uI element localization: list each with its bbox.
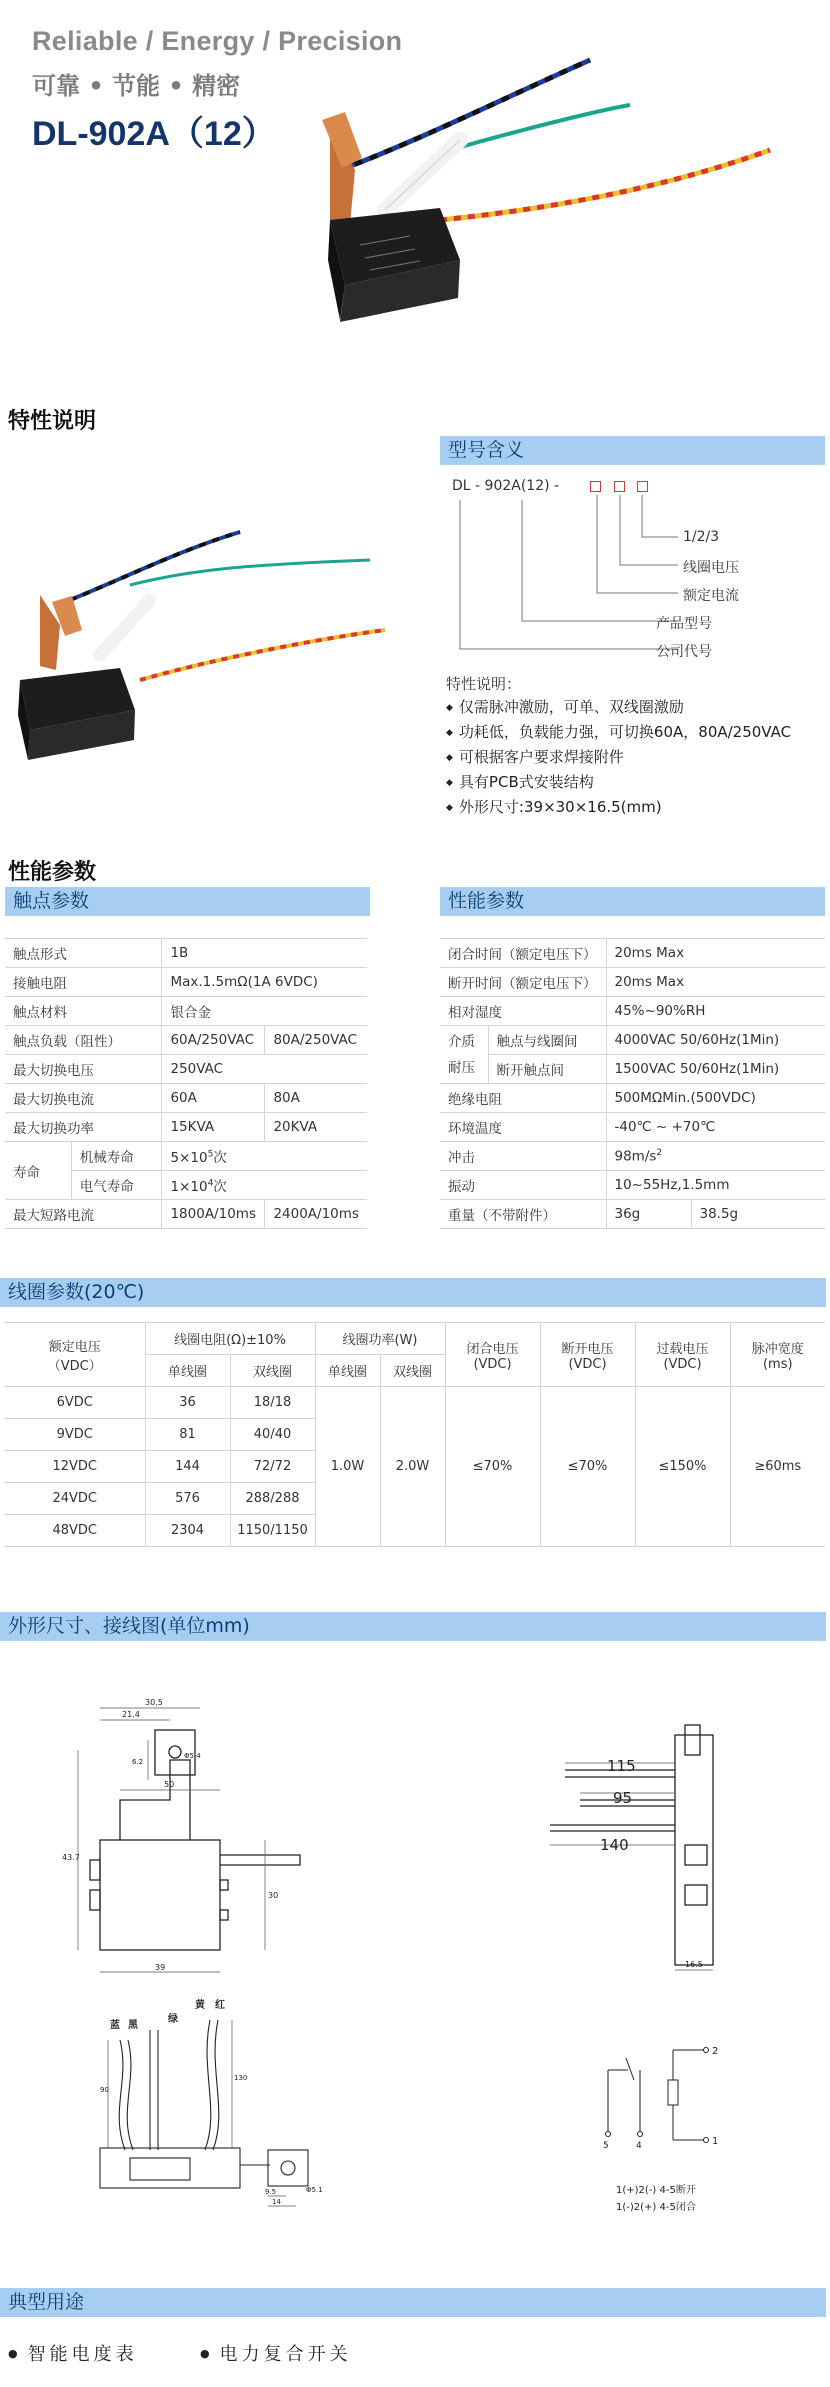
- param-label: 绝缘电阻: [440, 1084, 606, 1113]
- dim-label: 115: [607, 1757, 636, 1775]
- col-header-single-power: 单线圈: [315, 1355, 380, 1387]
- dim-label: 16.5: [685, 1960, 703, 1969]
- contact-params-table: [5, 938, 367, 1229]
- dim-label: 6.2: [132, 1758, 144, 1766]
- cell-single-res: 36: [145, 1387, 230, 1419]
- features-section-title: 特性说明: [8, 409, 97, 434]
- feature-item: ◆ 具有PCB式安装结构: [446, 770, 791, 795]
- dim-label: 140: [600, 1836, 629, 1854]
- param-value: 4000VAC 50/60Hz(1Min): [606, 1026, 825, 1055]
- feature-item: ◆ 可根据客户要求焊接附件: [446, 745, 791, 770]
- terminal-label: 2: [712, 2046, 719, 2057]
- param-value: 1B: [162, 939, 367, 968]
- wire-label-yellow: 黄: [195, 2000, 205, 2011]
- dim-label: 14: [272, 2198, 281, 2206]
- col-header-open-voltage: [540, 1323, 635, 1387]
- param-value: [162, 1142, 367, 1171]
- param-value: 250VAC: [162, 1055, 367, 1084]
- wiring-note: 1(+)2(-) 4-5断开: [616, 2185, 696, 2196]
- dim-label: 95: [613, 1789, 633, 1807]
- param-value: 80A/250VAC: [265, 1026, 367, 1055]
- param-value: -40℃ ~ +70℃: [606, 1113, 825, 1142]
- dim-label: 21.4: [122, 1710, 140, 1719]
- param-value: Max.1.5mΩ(1A 6VDC): [162, 968, 367, 997]
- dielectric-label-2: 耐压: [448, 1059, 475, 1076]
- wire-label-red: 红: [215, 2000, 225, 2011]
- table-row: [440, 1026, 825, 1055]
- col-header-rated-voltage: [5, 1323, 145, 1387]
- header-text: (VDC): [568, 1356, 607, 1372]
- param-value: 1800A/10ms: [162, 1200, 265, 1229]
- model-code-prefix: DL - 902A(12) -: [452, 478, 560, 494]
- header-text: 过载电压: [656, 1341, 709, 1357]
- table-row: [440, 1171, 825, 1200]
- param-value: 10~55Hz,1.5mm: [606, 1171, 825, 1200]
- param-label: 断开时间（额定电压下）: [440, 968, 606, 997]
- shock-value: 98m/s: [614, 1148, 657, 1165]
- mech-unit: 次: [213, 1150, 227, 1166]
- perf-params-bar: 性能参数: [440, 887, 825, 916]
- wiring-schematic: [598, 2040, 758, 2170]
- param-label: 寿命: [5, 1142, 71, 1200]
- wire-label-green: 绿: [168, 2014, 178, 2025]
- table-row: [440, 1113, 825, 1142]
- table-row: [5, 939, 367, 968]
- mech-base: 5×10: [170, 1150, 208, 1166]
- performance-section-title: 性能参数: [8, 860, 97, 885]
- cell-double-res: 40/40: [230, 1419, 315, 1451]
- applications-list: [8, 2340, 138, 2366]
- tagline-english: Reliable / Energy / Precision: [32, 26, 403, 56]
- cell-power-double: 2.0W: [380, 1387, 445, 1547]
- param-label: 最大切换功率: [5, 1113, 162, 1142]
- terminal-label: 5: [603, 2141, 609, 2151]
- application-item: ● 智能电度表: [8, 2344, 138, 2365]
- model-code-leader-lines: [440, 490, 680, 660]
- param-value: 15KVA: [162, 1113, 265, 1142]
- model-title: DL-902A（12）: [32, 115, 276, 153]
- code-label-rated-current: 额定电流: [683, 588, 739, 604]
- table-row: [5, 1387, 825, 1419]
- table-row: [440, 997, 825, 1026]
- param-label: 相对湿度: [440, 997, 606, 1026]
- code-label-company-code: 公司代号: [656, 644, 712, 660]
- cell-single-res: 576: [145, 1483, 230, 1515]
- cell-single-res: 2304: [145, 1515, 230, 1547]
- col-header-double-res: 双线圈: [230, 1355, 315, 1387]
- table-row: [5, 1026, 367, 1055]
- header-text: (ms): [762, 1356, 793, 1372]
- cell-overload-voltage: ≤150%: [635, 1387, 730, 1547]
- dimensions-bar: 外形尺寸、接线图(单位mm): [0, 1612, 826, 1641]
- header-text: 断开电压: [561, 1341, 614, 1357]
- dim-label: 130: [234, 2074, 248, 2082]
- header-text: (VDC): [473, 1356, 512, 1372]
- param-label: 环境温度: [440, 1113, 606, 1142]
- applications-list-2: [200, 2340, 352, 2366]
- cell-pulse-width: ≥60ms: [730, 1387, 825, 1547]
- param-value: 20KVA: [265, 1113, 367, 1142]
- shock-exp: 2: [656, 1147, 663, 1158]
- param-label: [440, 1026, 488, 1084]
- cell-voltage: 24VDC: [5, 1483, 145, 1515]
- col-header-resistance: 线圈电阻(Ω)±10%: [145, 1323, 315, 1355]
- wire-label-black: 黑: [128, 2020, 138, 2031]
- param-label: 振动: [440, 1171, 606, 1200]
- col-header-single-res: 单线圈: [145, 1355, 230, 1387]
- param-value: 60A/250VAC: [162, 1026, 265, 1055]
- dim-label: 9.5: [265, 2188, 277, 2196]
- header-text: (VDC): [663, 1356, 702, 1372]
- elec-base: 1×10: [170, 1179, 208, 1195]
- col-header-power: 线圈功率(W): [315, 1323, 445, 1355]
- header-text: 闭合电压: [466, 1341, 519, 1357]
- cell-double-res: 72/72: [230, 1451, 315, 1483]
- features-list: [446, 695, 791, 820]
- relay-side-image: [10, 520, 390, 770]
- code-label-coil-voltage: 线圈电压: [683, 560, 739, 576]
- cell-single-res: 81: [145, 1419, 230, 1451]
- table-row: [5, 1055, 367, 1084]
- contact-params-bar: 触点参数: [5, 887, 370, 916]
- table-header-row: [5, 1323, 825, 1355]
- dim-label: Φ5.4: [184, 1752, 201, 1760]
- table-row: [440, 939, 825, 968]
- table-row: [5, 997, 367, 1026]
- param-value: 20ms Max: [606, 939, 825, 968]
- param-label: 闭合时间（额定电压下）: [440, 939, 606, 968]
- relay-product-image: [300, 30, 820, 330]
- table-row: [5, 1084, 367, 1113]
- param-label: 最大切换电流: [5, 1084, 162, 1113]
- application-item: ● 电力复合开关: [200, 2344, 352, 2365]
- dim-label: 39: [155, 1963, 166, 1972]
- terminal-label: 1: [712, 2136, 719, 2147]
- param-label: 触点形式: [5, 939, 162, 968]
- param-value: 38.5g: [691, 1200, 825, 1229]
- param-value: 500MΩMin.(500VDC): [606, 1084, 825, 1113]
- features-list-title: 特性说明：: [446, 675, 522, 693]
- param-value: 银合金: [162, 997, 367, 1026]
- col-header-pulse-width: [730, 1323, 825, 1387]
- mech-exp: 5: [207, 1149, 214, 1160]
- wire-label-blue: 蓝: [110, 2020, 120, 2031]
- elec-exp: 4: [207, 1178, 214, 1189]
- dim-label: 90: [100, 2086, 109, 2094]
- param-value: 60A: [162, 1084, 265, 1113]
- dim-label: Φ5.1: [306, 2186, 323, 2194]
- param-sublabel: 触点与线圈间: [488, 1026, 606, 1055]
- table-row: [5, 1200, 367, 1229]
- param-sublabel: 断开触点间: [488, 1055, 606, 1084]
- table-row: [440, 1084, 825, 1113]
- tagline-chinese: 可靠 • 节能 • 精密: [32, 72, 241, 100]
- cell-open-voltage: ≤70%: [540, 1387, 635, 1547]
- table-row: [440, 968, 825, 997]
- cell-single-res: 144: [145, 1451, 230, 1483]
- wiring-mount-drawing: [90, 1980, 360, 2210]
- cell-voltage: 9VDC: [5, 1419, 145, 1451]
- param-label: 触点材料: [5, 997, 162, 1026]
- param-value: 1500VAC 50/60Hz(1Min): [606, 1055, 825, 1084]
- header-text: 脉冲宽度: [751, 1341, 804, 1357]
- param-sublabel: 电气寿命: [71, 1171, 162, 1200]
- param-value: 45%~90%RH: [606, 997, 825, 1026]
- param-label: 接触电阻: [5, 968, 162, 997]
- front-view-drawing: [60, 1690, 340, 1980]
- perf-params-table: [440, 938, 825, 1229]
- header-text: （VDC）: [47, 1358, 102, 1374]
- table-row: [440, 1200, 825, 1229]
- col-header-double-power: 双线圈: [380, 1355, 445, 1387]
- param-value: 20ms Max: [606, 968, 825, 997]
- dim-label: 30: [268, 1891, 279, 1900]
- param-label: 重量（不带附件）: [440, 1200, 606, 1229]
- elec-unit: 次: [213, 1179, 227, 1195]
- param-sublabel: 机械寿命: [71, 1142, 162, 1171]
- wiring-note: 1(-)2(+) 4-5闭合: [616, 2202, 696, 2213]
- dim-label: 30.5: [145, 1698, 163, 1707]
- table-row: [5, 968, 367, 997]
- feature-item: ◆ 外形尺寸:39×30×16.5(mm): [446, 795, 791, 820]
- param-value: 36g: [606, 1200, 691, 1229]
- table-row: [5, 1113, 367, 1142]
- cell-double-res: 288/288: [230, 1483, 315, 1515]
- coil-params-bar: 线圈参数(20℃): [0, 1278, 826, 1307]
- cell-voltage: 6VDC: [5, 1387, 145, 1419]
- param-label: 最大切换电压: [5, 1055, 162, 1084]
- dim-label: 50: [164, 1780, 175, 1789]
- param-value: [606, 1142, 825, 1171]
- code-label-product-model: 产品型号: [656, 616, 712, 632]
- param-label: 触点负载（阻性）: [5, 1026, 162, 1055]
- cell-power-single: 1.0W: [315, 1387, 380, 1547]
- param-value: 2400A/10ms: [265, 1200, 367, 1229]
- dielectric-label-1: 介质: [448, 1033, 475, 1050]
- table-row: [5, 1142, 367, 1171]
- terminal-label: 4: [636, 2141, 642, 2151]
- dim-label: 43.7: [62, 1853, 80, 1862]
- header-text: 额定电压: [48, 1339, 101, 1355]
- cell-close-voltage: ≤70%: [445, 1387, 540, 1547]
- col-header-overload-voltage: [635, 1323, 730, 1387]
- param-value: [162, 1171, 367, 1200]
- code-label-contact-form: 1/2/3: [683, 529, 720, 545]
- param-label: 冲击: [440, 1142, 606, 1171]
- cell-double-res: 18/18: [230, 1387, 315, 1419]
- feature-item: ◆ 功耗低，负载能力强，可切换60A，80A/250VAC: [446, 720, 791, 745]
- coil-params-table: [5, 1322, 825, 1547]
- param-label: 最大短路电流: [5, 1200, 162, 1229]
- cell-double-res: 1150/1150: [230, 1515, 315, 1547]
- model-meaning-bar: 型号含义: [440, 436, 825, 465]
- table-row: [440, 1055, 825, 1084]
- table-row: [440, 1142, 825, 1171]
- cell-voltage: 48VDC: [5, 1515, 145, 1547]
- feature-item: ◆ 仅需脉冲激励，可单、双线圈激励: [446, 695, 791, 720]
- col-header-close-voltage: [445, 1323, 540, 1387]
- param-value: 80A: [265, 1084, 367, 1113]
- cell-voltage: 12VDC: [5, 1451, 145, 1483]
- applications-bar: 典型用途: [0, 2288, 826, 2317]
- side-view-drawing: [535, 1715, 745, 1975]
